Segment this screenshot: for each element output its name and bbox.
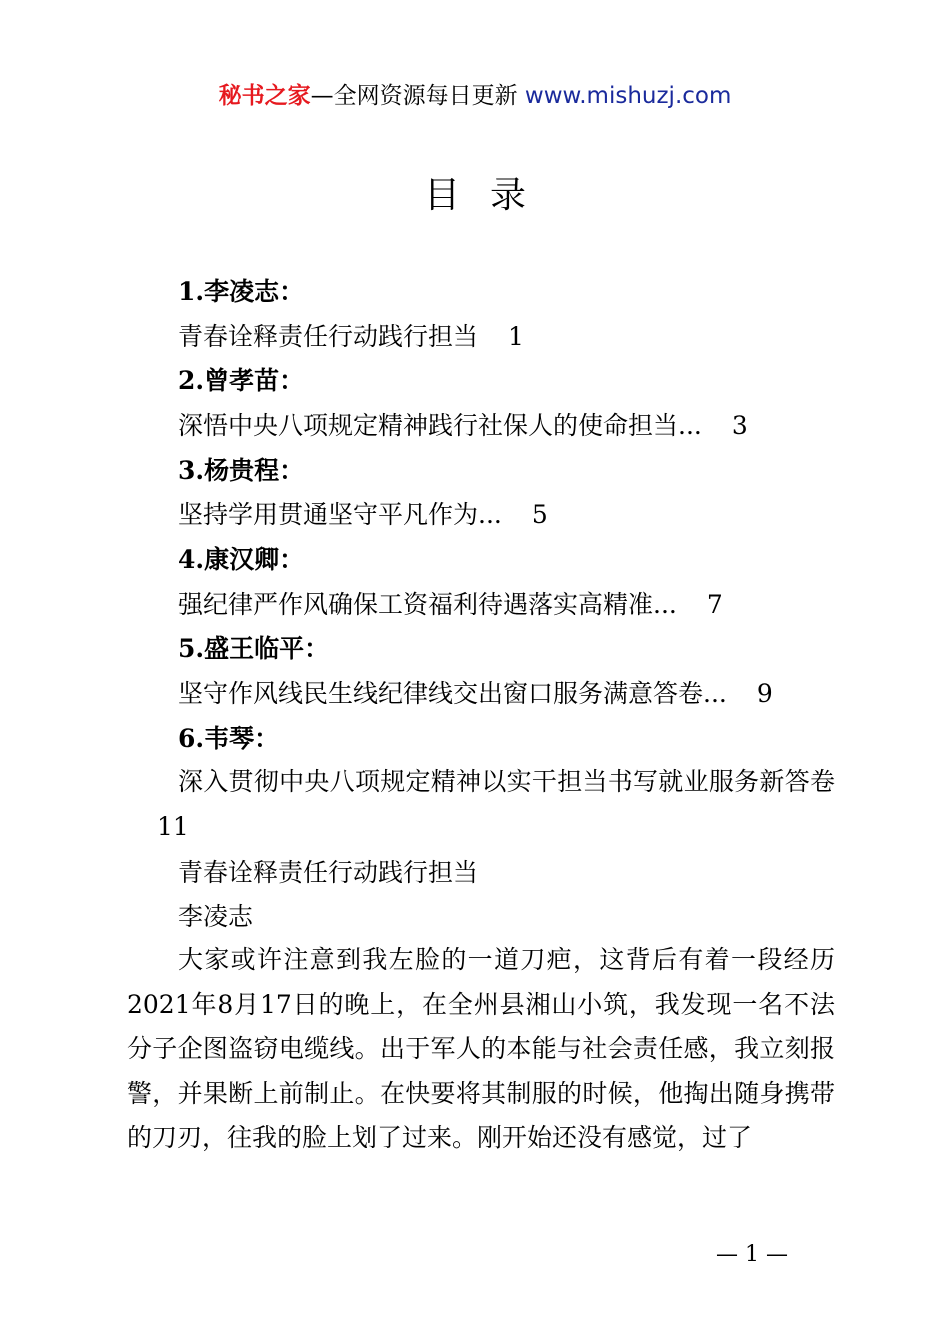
- site-slogan: —全网资源每日更新: [310, 83, 518, 109]
- toc-entry-6[interactable]: [127, 760, 835, 849]
- toc-page-number: 3: [731, 411, 748, 440]
- page-number: — 1 —: [716, 1242, 788, 1267]
- toc-entry-title: 深入贯彻中央八项规定精神以实干担当书写就业服务新答卷: [178, 767, 835, 796]
- toc-entry-title: 强纪律严作风确保工资福利待遇落实高精准...: [178, 590, 677, 619]
- toc-entry-title: 青春诠释责任行动践行担当: [178, 322, 479, 351]
- toc-entry-title: 坚守作风线民生线纪律线交出窗口服务满意答卷...: [178, 679, 727, 708]
- article-author: 李凌志: [178, 902, 254, 931]
- toc-entry-title: 深悟中央八项规定精神践行社保人的使命担当...: [178, 411, 702, 440]
- article-title: 青春诠释责任行动践行担当: [178, 858, 479, 887]
- toc-entry-3[interactable]: [178, 498, 548, 532]
- article-paragraph: 大家或许注意到我左脸的一道刀疤，这背后有着一段经历2021年8月17日的晚上，在全州县湘山小筑，我发现一名不法分子企图盗窃电缆线。出于军人的本能与社会责任感，我立刻报警，并果断上前制止。在快要将其制服的时候，他掏出随身携带的刀刃，往我的脸上划了过来。刚开始还没有感觉，过了: [127, 945, 835, 1153]
- toc-author-5: 5.盛王临平：: [178, 634, 330, 663]
- toc-page-number: 9: [756, 679, 773, 708]
- toc-entry-5[interactable]: [178, 677, 773, 711]
- toc-author-1: 1.李凌志：: [178, 277, 305, 306]
- page-title: 目录: [423, 175, 556, 216]
- toc-entry-1[interactable]: [178, 320, 524, 354]
- toc-page-number: 11: [157, 811, 189, 841]
- toc-page-number: 7: [706, 590, 723, 619]
- site-header: [0, 80, 950, 112]
- site-url-link[interactable]: www.mishuzj.com: [524, 83, 732, 109]
- toc-author-3: 3.杨贵程：: [178, 456, 305, 485]
- toc-author-4: 4.康汉卿：: [178, 545, 305, 574]
- toc-entry-2[interactable]: [178, 409, 748, 443]
- toc-page-number: 5: [531, 500, 548, 529]
- toc-entry-title: 坚持学用贯通坚守平凡作为...: [178, 500, 502, 529]
- toc-author-6: 6.韦琴：: [178, 724, 280, 753]
- site-brand: 秘书之家: [218, 83, 311, 109]
- toc-author-2: 2.曾孝苗：: [178, 366, 305, 395]
- toc-entry-4[interactable]: [178, 588, 723, 622]
- toc-page-number: 1: [508, 322, 524, 351]
